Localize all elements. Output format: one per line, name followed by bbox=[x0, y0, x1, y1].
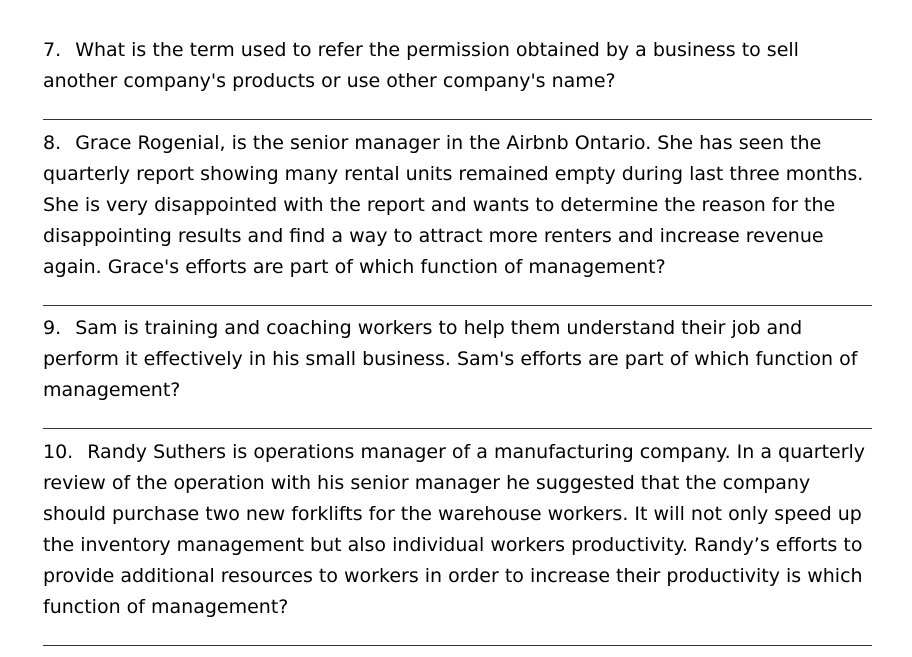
question-text: Grace Rogenial, is the senior manager in the Airbnb Ontario. She has seen the quarterly report showing many rental units remained empty during last three months. She is very disappointed with the report and wants to determine the reason for the disappointing results and find a way to attract more renters and increase revenue again. Grace's efforts are part of which function of management? bbox=[43, 132, 864, 278]
question-number: 9. bbox=[43, 317, 62, 339]
answer-line bbox=[43, 645, 872, 646]
question-text: Sam is training and coaching workers to help them understand their job and perform it effectively in his small business. Sam's efforts are part of which function of management? bbox=[43, 317, 858, 401]
question-text: What is the term used to refer the permission obtained by a business to sell another company's products or use other company's name? bbox=[43, 39, 799, 92]
question-8 bbox=[43, 128, 872, 283]
question-number: 10. bbox=[43, 441, 74, 463]
question-text: Randy Suthers is operations manager of a manufacturing company. In a quarterly review of the operation with his senior manager he suggested that the company should purchase two new forklifts for the warehouse workers. It will not only speed up the inventory management but also individual workers productivity. Randy’s efforts to provide additional resources to workers in order to increase their productivity is which function of management? bbox=[43, 441, 866, 618]
answer-line bbox=[43, 119, 872, 120]
question-9 bbox=[43, 313, 872, 406]
answer-line bbox=[43, 428, 872, 429]
question-7 bbox=[43, 35, 872, 97]
answer-line bbox=[43, 305, 872, 306]
question-10 bbox=[43, 437, 872, 623]
question-number: 7. bbox=[43, 39, 62, 61]
question-number: 8. bbox=[43, 132, 62, 154]
